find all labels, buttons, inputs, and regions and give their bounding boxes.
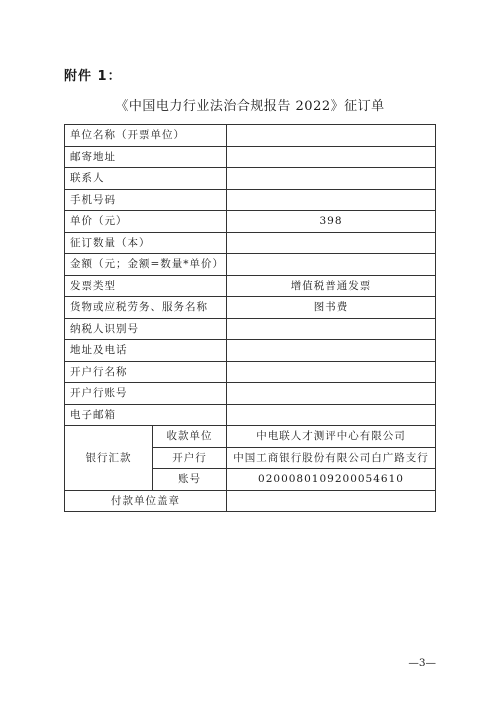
- row-label: 邮寄地址: [65, 146, 227, 168]
- form-row-bank-name: [65, 361, 436, 383]
- row-value[interactable]: [227, 340, 436, 362]
- form-row-phone: [65, 189, 436, 211]
- form-row-mailing-address: [65, 146, 436, 168]
- row-label: 征订数量（本）: [65, 232, 227, 254]
- payer-stamp-label: 付款单位盖章: [65, 490, 227, 512]
- row-value: 增值税普通发票: [227, 275, 436, 297]
- document-title: 《中国电力行业法治合规报告 2022》征订单: [115, 99, 385, 114]
- row-label: 开户行账号: [65, 383, 227, 405]
- form-row-unit-name: [65, 125, 436, 147]
- bank-row-payee: [65, 426, 436, 448]
- form-row-email: [65, 404, 436, 426]
- stamp-row: [65, 490, 436, 512]
- form-row-goods-name: [65, 297, 436, 319]
- bank-transfer-label: 银行汇款: [65, 426, 153, 491]
- form-row-invoice-type: [65, 275, 436, 297]
- row-label: 单位名称（开票单位）: [65, 125, 227, 147]
- row-label: 发票类型: [65, 275, 227, 297]
- form-row-quantity: [65, 232, 436, 254]
- row-value[interactable]: [227, 232, 436, 254]
- row-value[interactable]: [227, 189, 436, 211]
- form-row-bank-account: [65, 383, 436, 405]
- form-row-unit-price: [65, 211, 436, 233]
- row-label: 手机号码: [65, 189, 227, 211]
- account-value: 0200080109200054610: [227, 469, 436, 491]
- row-label: 货物或应税劳务、服务名称: [65, 297, 227, 319]
- form-row-taxpayer-id: [65, 318, 436, 340]
- order-form-table: [64, 124, 436, 512]
- form-row-address-phone: [65, 340, 436, 362]
- row-value[interactable]: [227, 254, 436, 276]
- row-value[interactable]: [227, 125, 436, 147]
- form-row-amount: [65, 254, 436, 276]
- row-value: 398: [227, 211, 436, 233]
- row-value[interactable]: [227, 146, 436, 168]
- row-value[interactable]: [227, 404, 436, 426]
- row-label: 电子邮箱: [65, 404, 227, 426]
- payee-label: 收款单位: [153, 426, 227, 448]
- row-label: 开户行名称: [65, 361, 227, 383]
- branch-label: 开户行: [153, 447, 227, 469]
- row-value[interactable]: [227, 361, 436, 383]
- account-label: 账号: [153, 469, 227, 491]
- attachment-label: 附件 1：: [64, 69, 122, 84]
- form-row-contact: [65, 168, 436, 190]
- row-label: 纳税人识别号: [65, 318, 227, 340]
- row-value[interactable]: [227, 318, 436, 340]
- row-label: 地址及电话: [65, 340, 227, 362]
- row-value[interactable]: [227, 383, 436, 405]
- row-label: 单价（元）: [65, 211, 227, 233]
- row-label: 金额（元；金额=数量*单价）: [65, 254, 227, 276]
- row-value[interactable]: [227, 168, 436, 190]
- page-number: —3—: [408, 657, 436, 669]
- branch-value: 中国工商银行股份有限公司白广路支行: [227, 447, 436, 469]
- payee-value: 中电联人才测评中心有限公司: [227, 426, 436, 448]
- payer-stamp-area[interactable]: [227, 490, 436, 512]
- row-value: 图书费: [227, 297, 436, 319]
- row-label: 联系人: [65, 168, 227, 190]
